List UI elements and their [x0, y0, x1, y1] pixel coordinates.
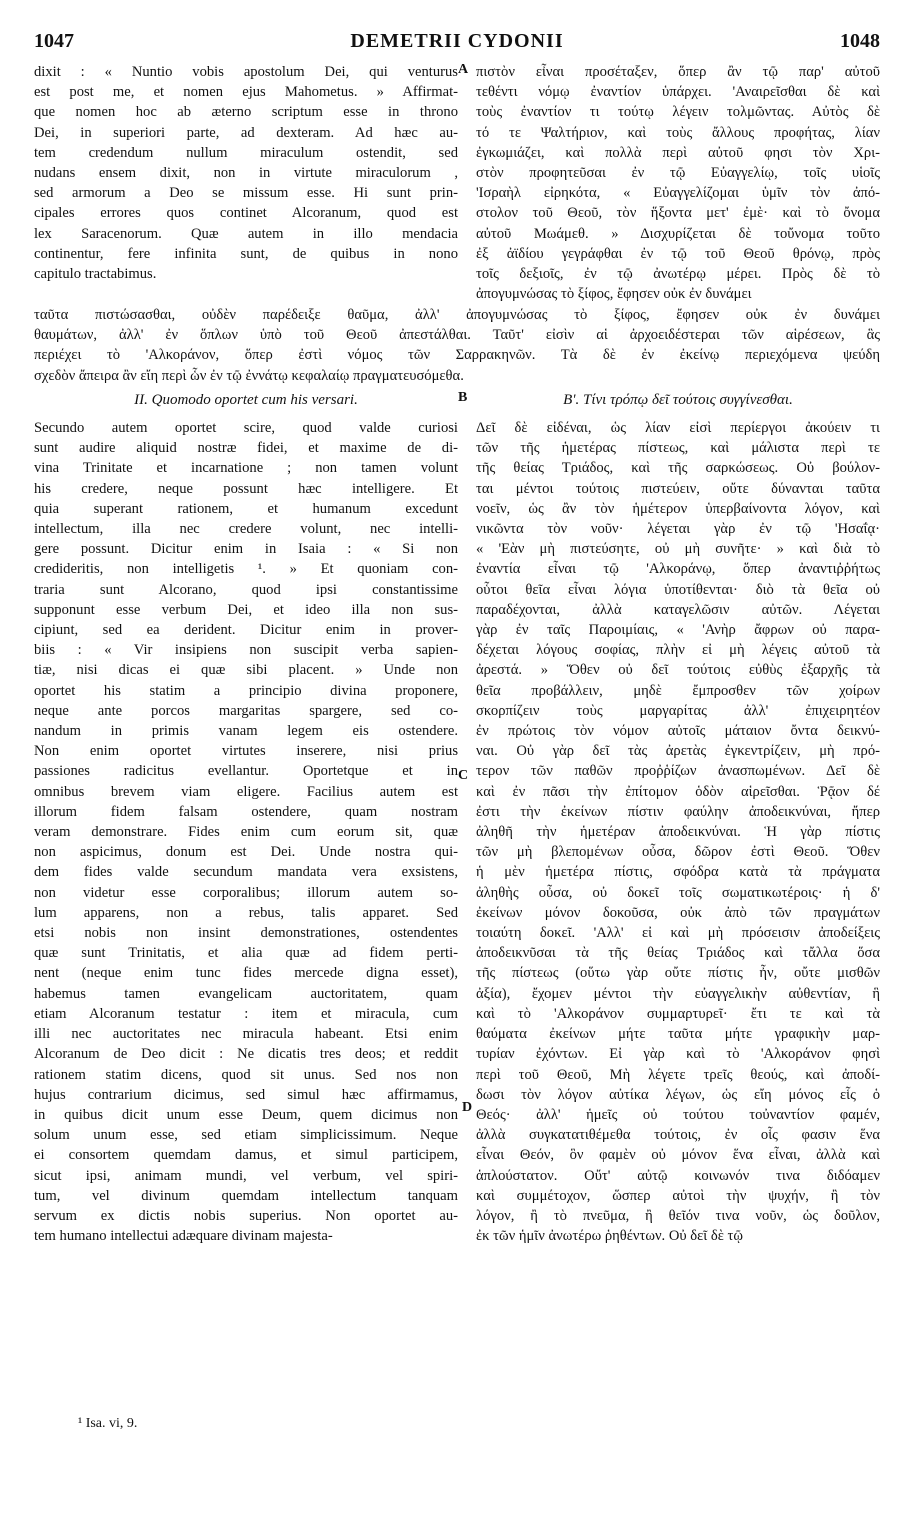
text-line: ἁπλούστατον. Οὔτ' αὐτῷ κοινωνόν τινα διδόαμεν	[476, 1167, 880, 1184]
text-line: Δεῖ δὲ εἰδέναι, ὡς λίαν εἰσὶ περίεργοι ἀκούειν τι	[476, 420, 880, 436]
text-line: neque ante porcos margaritas spargere, sed co-	[34, 702, 458, 719]
text-line: τυρίαν ἐχόντων. Εἰ γὰρ καὶ τὸ 'Αλκοράνον φησὶ	[476, 1046, 880, 1063]
page-number-right: 1048	[840, 30, 880, 52]
footnote: ¹ Isa. vi, 9.	[78, 1416, 138, 1431]
text-line: gere possunt. Dicitur enim in Isaia : « Si non	[34, 541, 458, 558]
text-line: in quibus dicit unum esse Deum, quem dicimus non	[34, 1106, 458, 1123]
text-line: vina Trinitate et incarnatione ; non tamen volunt	[34, 460, 458, 477]
text-line: servum ex dictis nobis superius. Non oportet au-	[34, 1207, 458, 1224]
text-line: ἀπογυμνώσας τὸ ξίφος, ἔφησεν οὐκ ἐν δυνάμει	[476, 286, 752, 303]
text-line: ναι. Οὐ γὰρ δεῖ τὰς ἀρετὰς ἐγκεντρίζειν, μὴ πρό-	[476, 743, 880, 760]
text-line: lex Saracenorum. Quæ autem in illo mendacia	[34, 225, 458, 242]
text-line: τῶν μὴ βλεπομένων οὖσα, δῶρον ἐστὶ Θεοῦ. Ὅθεν	[476, 844, 880, 861]
text-line: Dei, in superiori parte, ad dexteram. Ad hæc au-	[34, 124, 458, 141]
text-line: τοὺς ἐναντίον τι τούτῳ λέγειν τολμῶντας. Αὐτὸς δὲ	[476, 104, 880, 121]
latin-section-title: II. Quomodo oportet cum his versari.	[134, 392, 358, 408]
text-line: ἡ μὲν ἡμετέρα πίστις, σφόδρα κατὰ τὰ πράγματα	[476, 864, 880, 881]
text-line: ται μέντοι τούτοις πιστεύειν, οὔτε δύνανται ταῦτα	[476, 480, 880, 497]
text-line: supponunt esse verbum Dei, et ideo illa non sus-	[34, 601, 458, 618]
text-line: non videtur esse corporalibus; illorum autem so-	[34, 884, 458, 901]
text-line: lum apparens, non a rebus, talis apparet. Sed	[34, 904, 458, 921]
text-line: capitulo tractabimus.	[34, 266, 157, 283]
margin-letter-d: D	[462, 1100, 473, 1115]
text-line: veram demonstrare. Fides enim cum eorum sit, quæ	[34, 824, 458, 841]
margin-letter-a: A	[458, 62, 469, 77]
text-line: ἐκείνων μόνον δοκοῦσα, οὐκ ἀπὸ τῶν πραγμάτων	[476, 904, 880, 921]
text-line: habemus tamen evangelicam auctoritatem, quam	[34, 985, 458, 1002]
text-line: sunt audire aliquid nostræ fidei, et maxime de di-	[34, 440, 458, 457]
text-line: continentur, fere infinita sunt, de quibus in nono	[34, 245, 458, 262]
text-line: ταῦτα πιστώσασθαι, οὐδὲν παρέδειξε θαῦμα, ἀλλ' ἀπογυμνώσας τὸ ξίφος, ἔφησεν οὐκ ἐν δυνάμει	[34, 307, 880, 323]
text-line: ἐστι τὴν ἐκείνων πίστιν φαύλην ἀποδεικνύναι, ἤπερ	[476, 803, 880, 820]
text-line: θεῖα προβάλλειν, μηδὲ ἔμπροσθεν τῶν χοίρων	[476, 682, 880, 699]
text-line: καὶ τὸ 'Αλκοράνον συμμαρτυρεῖ· ἔτι τε καὶ τὰ	[476, 1005, 880, 1022]
text-line: νοεῖν, ὡς ἂν τὸν ἡμέτερον ὑπερβαίνοντα λόγον, καὶ	[476, 500, 880, 517]
text-line: « 'Εὰν μὴ πιστεύσητε, οὐ μὴ συνῆτε· » καὶ διὰ τὸ	[476, 541, 880, 558]
text-line: ἀληθῆ τὴν ἡμετέραν ἀποδεικνύναι. Ἡ γὰρ πίστις	[476, 824, 880, 841]
text-line: ἐγκωμιάζει, καὶ πολλὰ περὶ αὐτοῦ φησι τὸν Χρι-	[476, 144, 880, 161]
text-line: tem credendum nullum miraculum ostendit, sed	[34, 144, 458, 161]
text-line: νικῶντα τὸν νοῦν· λέγεται γὰρ ἐν τῷ 'Ησαΐᾳ·	[476, 521, 880, 538]
text-line: εἶναι Θεόν, ὃν φαμὲν οὐ μόνον ἕνα εἶναι, ἀλλὰ καὶ	[476, 1147, 880, 1164]
text-line: ἀξία), ἔχομεν μέντοι τὴν εὐαγγελικὴν αὐθεντίαν, ἣ	[476, 985, 880, 1002]
text-line: passiones radicitus evellantur. Oportetque et in	[34, 763, 458, 780]
latin-column-section-1	[34, 62, 458, 284]
text-line: cipales errores quos continet Alcoranum, quod est	[34, 205, 458, 222]
text-line: biis : « Vir insipiens non suscipit verba sapien-	[34, 642, 458, 659]
text-line: τοιαύτη δοκεῖ. 'Αλλ' εἰ καὶ μὴ πρόσεισιν ἀποδείξεις	[476, 925, 880, 942]
greek-section-title: Β'. Τίνι τρόπῳ δεῖ τούτοις συγγίνεσθαι.	[563, 392, 793, 408]
text-line: ἐκ τῶν ἡμῖν ἀνωτέρω ῥηθέντων. Οὐ δεῖ δὲ τῷ	[476, 1228, 743, 1245]
text-line: illi nec auctoritates nec miracula habeant. Etsi enim	[34, 1026, 458, 1043]
text-line: περὶ τοῦ Θεοῦ, Μὴ λέγετε τρεῖς θεούς, καὶ ἀποδί-	[476, 1066, 880, 1083]
text-line: etsi nobis non insint demonstrationes, ostendentes	[34, 925, 458, 942]
text-line: nudans ensem dixit, non in virtute miraculorum ,	[34, 165, 458, 182]
text-line: est post me, et nomen ejus Mahometus. » Affirmat-	[34, 84, 458, 101]
text-line: sicut ipsi, animam mundi, vel verbum, vel spiri-	[34, 1167, 458, 1184]
page-number-left: 1047	[34, 30, 74, 52]
text-line: ei consortem quemdam damus, et simul participem,	[34, 1147, 458, 1164]
text-line: cipiunt, sed ea derident. Dicitur enim in prover-	[34, 622, 458, 639]
text-line: αὐτοῦ Μωάμεθ. » Δισχυρίζεται δὲ τοὔνομα τοῦτο	[476, 225, 880, 242]
text-line: tiæ, nisi dicas ei quæ sibi placent. » Unde non	[34, 662, 458, 679]
text-line: non aspicimus, donum est Dei. Unde nostra qui-	[34, 844, 458, 861]
running-title: DEMETRII CYDONII	[350, 30, 564, 52]
text-line: omnibus brevem viam eligere. Facilius autem est	[34, 783, 458, 800]
text-line: σχεδὸν ἄπειρα ἂν εἴη περὶ ὧν ἐν τῷ ἐννάτῳ κεφαλαίῳ πραγματευσόμεθα.	[34, 367, 464, 384]
margin-letter-b: B	[458, 390, 468, 405]
text-line: σκορπίζειν τοὺς μαργαρίτας ἀλλ' ἐπιχειρητέον	[476, 702, 880, 719]
text-line: τῆς πίστεως (οὕτω γὰρ οὔτε πίστις ἦν, οὔτε μισθῶν	[476, 965, 880, 982]
text-line: λόγον, ἢ τὸ πνεῦμα, ἢ θεῖόν τινα νοῦν, ὡς δοῦλον,	[476, 1207, 880, 1224]
text-line: tem humano intellectui adæquare divinam majesta-	[34, 1228, 333, 1245]
text-line: etiam Alcoranum testatur : item et miracula, cum	[34, 1005, 458, 1022]
text-line: 'Ισραὴλ εἰρηκότα, « Εὐαγγελίζομαι ὑμῖν τὸν ἀπό-	[476, 185, 880, 202]
text-line: δέχεται λόγους σοφίας, πλὴν εἰ μὴ λέγεις αὐτοῦ τὰ	[476, 642, 880, 659]
text-line: τοῖς δεξιοῖς, ἐν τῷ ἀνωτέρῳ μέρει. Πρὸς δὲ τὸ	[476, 266, 880, 283]
text-line: τό τε Ψαλτήριον, καὶ τοὺς ἄλλους προφήτας, λίαν	[476, 124, 880, 141]
text-line: que nomen hoc ab æterno scriptum esse in throno	[34, 104, 458, 121]
text-line: traria sunt Alcorano, quod ipsi constantissime	[34, 581, 458, 598]
text-line: oportet his statim a principio divina proponere,	[34, 682, 458, 699]
text-line: περιέχει τὸ 'Αλκοράνον, ὅπερ ἐστὶ νόμος τῶν Σαρρακηνῶν. Τὰ δὲ ἐν ἐκείνῳ περιεχόμενα ψεύδη	[34, 347, 880, 364]
text-line: quia superant rationem, et humanum excedunt	[34, 500, 458, 517]
text-line: τῆς θείας Τριάδος, καὶ τῆς σαρκώσεως. Οὐ βούλον-	[476, 460, 880, 477]
latin-column-section-2	[34, 418, 458, 1246]
text-line: γὰρ ἐν ταῖς Παροιμίαις, « 'Ανὴρ ἄφρων οὐ παρα-	[476, 622, 880, 639]
text-line: οὗτοι θεῖα εἶναι λόγια ὑποτίθενται· διὸ τὰ θεῖα οὐ	[476, 581, 880, 598]
text-line: πιστὸν εἶναι προσέταξεν, ὅπερ ἂν τῷ παρ' αὐτοῦ	[476, 64, 880, 80]
text-line: ἀλλὰ συγκατατιθέμεθα τούτοις, ἐν οἷς φασιν ἕνα	[476, 1127, 880, 1144]
margin-letter-c: C	[458, 768, 469, 783]
text-line: καὶ συμμέτοχον, ὥσπερ αὐτοὶ τὴν ψυχήν, ἢ τὸν	[476, 1187, 880, 1204]
text-line: Non enim oportet virtutes inserere, nisi prius	[34, 743, 458, 760]
text-line: ἀποδεικνῦσαι τὰ τῆς θείας Τριάδος καὶ τἄλλα ὅσα	[476, 945, 880, 962]
text-line: rationem statim dicens, quod sit unus. Sed nos non	[34, 1066, 458, 1083]
text-line: nent (neque enim tunc fides mercede digna esset),	[34, 965, 458, 982]
text-line: nandum in primis vanam legem eis ostendere.	[34, 723, 458, 740]
text-line: ἐν πρώτοις τὸν νόμον αὐτοῖς μάταιον ὄντα δεικνύ-	[476, 723, 880, 740]
greek-full-width-passage	[34, 305, 880, 386]
text-line: στολον τοῦ Θεοῦ, τὸν ἥξοντα μετ' ἐμὲ· καὶ τὸ ὄνομα	[476, 205, 880, 222]
text-line: illorum fidem falsam ostendere, quam nostram	[34, 803, 458, 820]
text-line: his credere, neque possunt hæc intelligere. Et	[34, 480, 458, 497]
text-line: ἀρεστά. » Ὅθεν οὐ δεῖ τούτοις εὐθὺς ἐξαρχῆς τὰ	[476, 662, 880, 679]
text-line: intellectum, illa nec credere volunt, nec intelli-	[34, 521, 458, 538]
text-line: δωσι τὸν λόγον αὐτίκα λέγων, ὡς εἴη μόνος εἷς ὁ	[476, 1086, 880, 1103]
text-line: καὶ ἐν πᾶσι τὴν ἐπίτομον ὁδὸν αἱρεῖσθαι. Ῥᾷον δέ	[476, 783, 880, 800]
text-line: θαύματα ἐκείνων μήτε ταῦτα μήτε γραφικὴν μαρ-	[476, 1026, 880, 1043]
text-line: dem fides valde secundum mandata vera exsistens,	[34, 864, 458, 881]
text-line: στὸν προφητεῦσαι ἐν τῷ Εὐαγγελίῳ, τοῖς υἱοῖς	[476, 165, 880, 182]
text-line: τερον τῶν παθῶν προῤῥίζων ἀνασπωμένων. Δεῖ δὲ	[476, 763, 880, 780]
text-line: τεθέντι νόμῳ ἐναντίον ὑπάρχει. 'Αναιρεῖσθαι δὲ καὶ	[476, 84, 880, 101]
text-line: τῶν τῆς ἡμετέρας πίστεως, καὶ μάλιστα περὶ τε	[476, 440, 880, 457]
text-line: hujus contrarium dicimus, sed simul hæc affirmamus,	[34, 1086, 458, 1103]
text-line: sed armorum a Deo se missum esse. Hi sunt prin-	[34, 185, 458, 202]
text-line: Alcoranum de Deo dicit : Ne dicatis tres deos; et reddit	[34, 1046, 458, 1063]
text-line: tum, vel divinum quemdam intellectum tanquam	[34, 1187, 458, 1204]
text-line: Secundo autem oportet scire, quod valde curiosi	[34, 420, 458, 436]
greek-column-section-1	[476, 62, 880, 304]
running-header	[34, 30, 880, 54]
text-line: solum unum esse, sed etiam simplicissimum. Neque	[34, 1127, 458, 1144]
greek-column-section-2	[476, 418, 880, 1246]
text-line: παραδέχονται, ἀλλὰ καταγελῶσιν αὐτῶν. Λέγεται	[476, 601, 880, 618]
text-line: dixit : « Nuntio vobis apostolum Dei, qui venturus	[34, 64, 458, 80]
text-line: ἐξ ἀϊδίου γεγράφθαι ἐν τῷ τοῦ Θεοῦ θρόνῳ, πρὸς	[476, 245, 880, 262]
text-line: quæ sunt Trinitatis, et alia quæ ad fidem perti-	[34, 945, 458, 962]
text-line: Θεός· ἀλλ' ἡμεῖς οὐ τούτου τοὐναντίον φαμέν,	[476, 1106, 880, 1123]
text-line: ἐναντία εἶναι τῷ 'Αλκοράνῳ, ὅπερ ἀναντιῤῥήτως	[476, 561, 880, 578]
text-line: credideritis, non intelligetis ¹. » Et quoniam con-	[34, 561, 458, 578]
text-line: θαυμάτων, ἀλλ' ἐν ὅπλων ὑπὸ τοῦ Θεοῦ ἀπεστάλθαι. Ταῦτ' εἰσὶν αἱ ἀρχοειδέστεραι τῶν αἱρέσεων, ἃς	[34, 327, 880, 344]
text-line: ἀληθὴς οὖσα, οὐ δοκεῖ τοῖς σωματικωτέροις· ἡ δ'	[476, 884, 880, 901]
